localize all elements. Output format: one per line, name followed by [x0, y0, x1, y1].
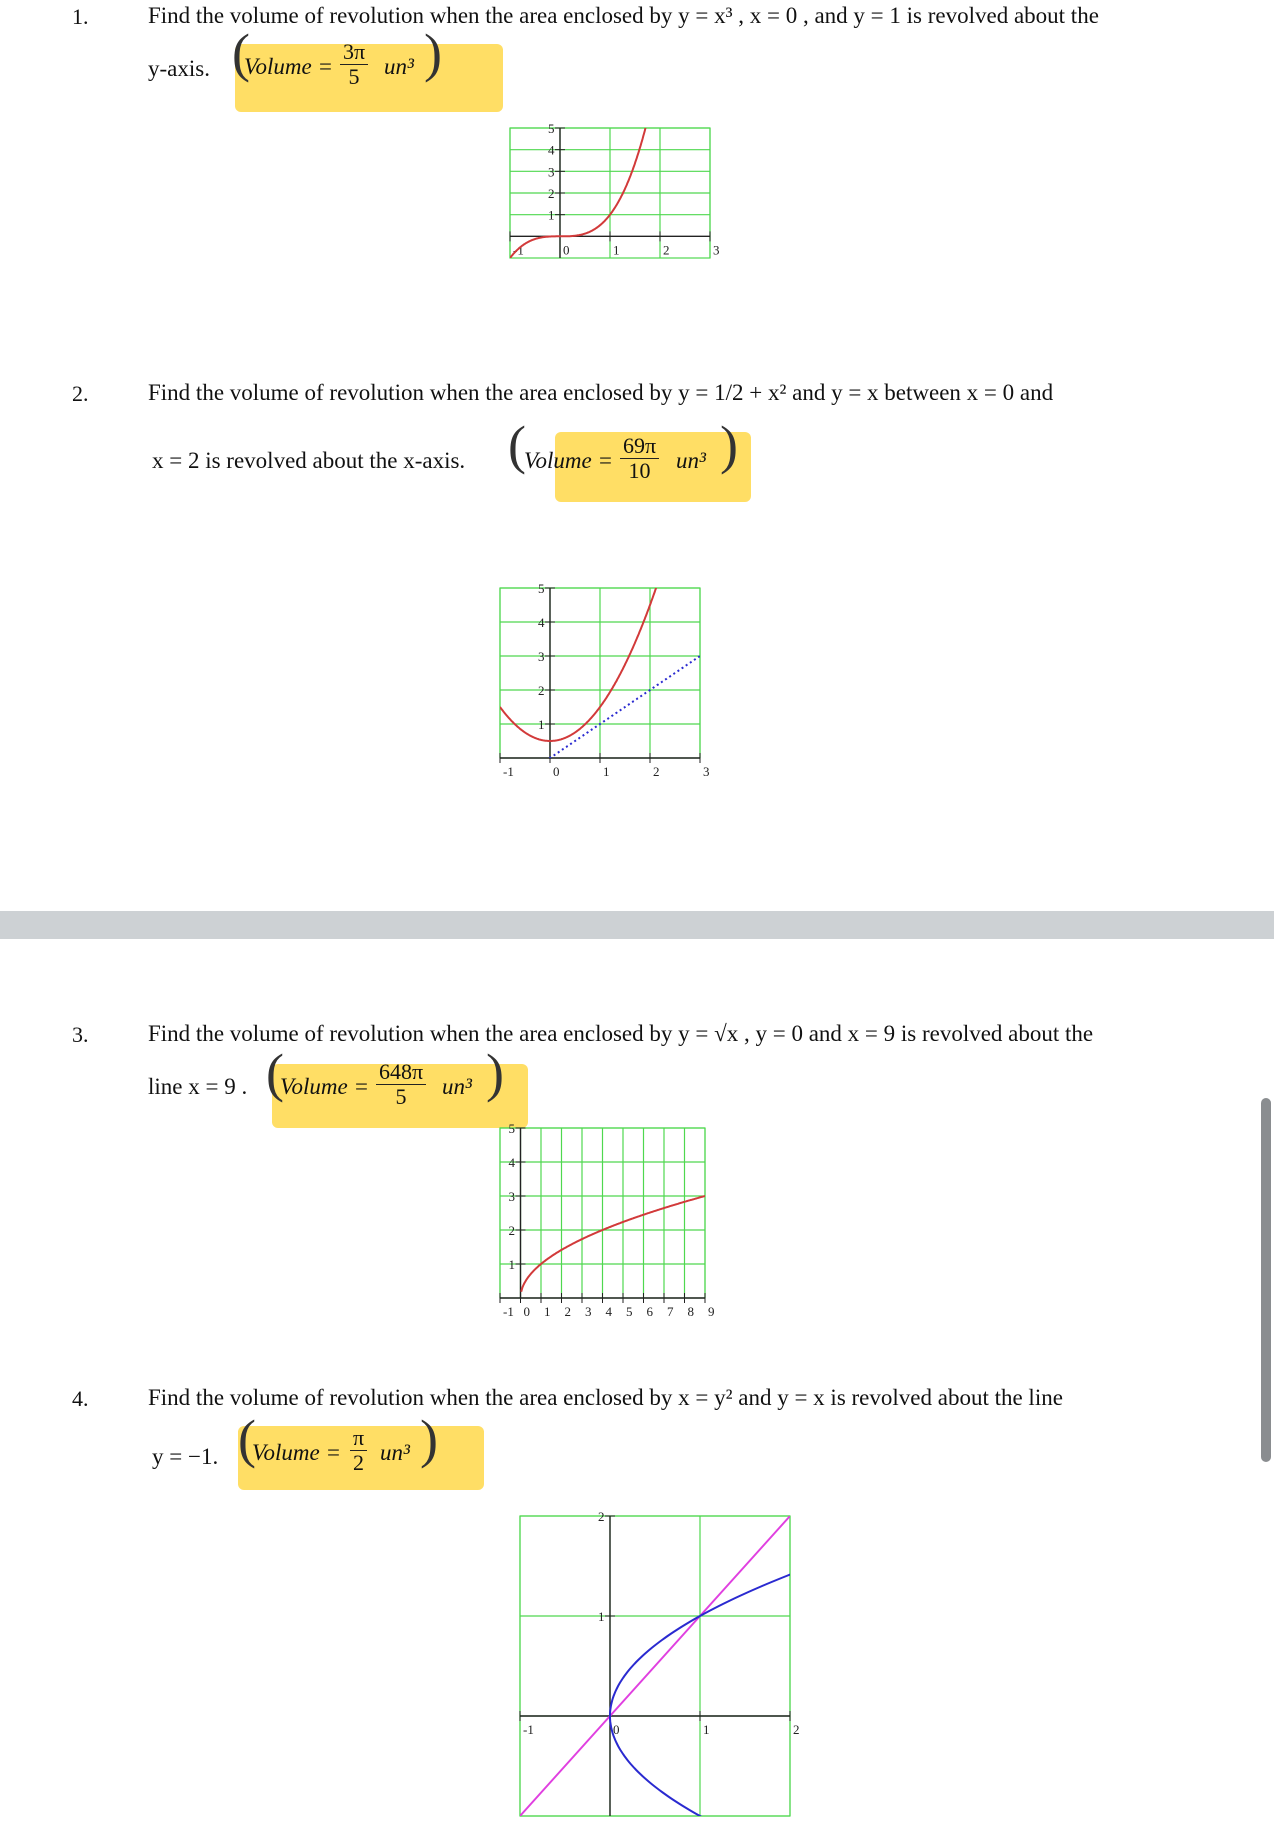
x-tick-label: 2 [653, 764, 660, 779]
y-tick-label: 5 [548, 121, 555, 136]
y-tick-label: 1 [548, 207, 555, 223]
series-line [610, 1568, 807, 1836]
y-tick-label: 4 [538, 615, 545, 630]
left-paren: ( [266, 1043, 284, 1103]
problem-1-text: Find the volume of revolution when the area enclosed by y = x³ , x = 0 , and y = 1 is revolved about the [148, 3, 1099, 28]
y-tick-label: 3 [548, 164, 555, 180]
problem-2-number: 2. [72, 381, 89, 406]
chart-1 [490, 118, 790, 338]
x-tick-label: 1 [613, 242, 620, 258]
y-tick-label: 2 [598, 1509, 605, 1524]
y-tick-label: 5 [538, 581, 545, 596]
answer-3 [266, 1043, 506, 1130]
x-tick-label: 1 [544, 1304, 551, 1319]
problem-2-text-2: x = 2 is revolved about the x-axis. [152, 448, 466, 473]
answer-1-unit: un³ [384, 54, 414, 79]
x-tick-label: 6 [646, 1304, 653, 1319]
x-tick-label: 9 [708, 1304, 715, 1319]
y-tick-label: 1 [538, 717, 545, 732]
series-line [521, 1196, 705, 1292]
answer-4-fraction [350, 1426, 367, 1475]
left-paren: ( [238, 1409, 256, 1469]
right-paren: ) [720, 415, 738, 475]
y-tick-label: 3 [508, 1189, 515, 1204]
answer-3-denominator: 5 [395, 1084, 407, 1109]
x-tick-label: 3 [585, 1304, 592, 1319]
answer-1-fraction [340, 40, 368, 89]
problem-1-number: 1. [72, 4, 89, 29]
x-tick-label: -1 [513, 242, 524, 258]
problem-3-text: Find the volume of revolution when the area enclosed by y = √x , y = 0 and x = 9 is revolved about the [148, 1021, 1094, 1046]
right-paren: ) [420, 1409, 438, 1469]
x-tick-label: 0 [523, 1304, 530, 1319]
answer-1-denominator: 5 [348, 64, 360, 89]
answer-4-unit: un³ [380, 1440, 410, 1465]
right-paren: ) [424, 23, 442, 83]
answer-2-numerator: 69π [620, 434, 659, 459]
answer-4 [238, 1409, 438, 1496]
x-tick-label: -1 [503, 1304, 514, 1319]
answer-1-label: Volume = [244, 54, 333, 79]
answer-3-fraction [376, 1060, 426, 1109]
x-tick-label: 2 [564, 1304, 571, 1319]
answer-4-numerator: π [350, 1426, 367, 1451]
x-tick-label: 4 [605, 1304, 612, 1319]
series-line [520, 1516, 790, 1816]
x-tick-label: 1 [603, 764, 610, 779]
answer-3-unit: un³ [442, 1074, 472, 1099]
problem-4-text-2: y = −1. [152, 1444, 219, 1469]
chart-2 [480, 578, 770, 818]
answer-4-denominator: 2 [353, 1450, 365, 1475]
answer-4-label: Volume = [252, 1440, 341, 1465]
left-paren: ( [508, 415, 526, 475]
answer-2-label: Volume = [524, 448, 613, 473]
answer-2 [508, 415, 758, 502]
answer-1 [232, 23, 442, 110]
problem-4-text: Find the volume of revolution when the area enclosed by x = y² and y = x is revolved about the line [148, 1385, 1063, 1410]
answer-3-numerator: 648π [376, 1060, 426, 1085]
page-separator [0, 911, 1274, 939]
x-tick-label: 8 [687, 1304, 694, 1319]
x-tick-label: 7 [667, 1304, 674, 1319]
y-tick-label: 2 [538, 683, 545, 698]
x-tick-label: 1 [703, 1722, 710, 1737]
y-tick-label: 2 [508, 1223, 515, 1238]
problem-3-text-2: line x = 9 . [148, 1074, 248, 1099]
y-tick-label: 2 [548, 186, 555, 201]
answer-3-label: Volume = [280, 1074, 369, 1099]
y-tick-label: 1 [598, 1609, 605, 1624]
left-paren: ( [232, 23, 250, 83]
answer-2-fraction [620, 434, 659, 483]
problem-2-text: Find the volume of revolution when the area enclosed by y = 1/2 + x² and y = x between x = 0 and [148, 380, 1054, 405]
x-tick-label: 0 [553, 764, 560, 779]
problem-4-number: 4. [72, 1386, 89, 1411]
x-tick-label: -1 [503, 764, 514, 779]
vertical-scrollbar[interactable] [1261, 1098, 1271, 1462]
y-tick-label: 4 [508, 1155, 515, 1170]
answer-1-numerator: 3π [340, 40, 368, 65]
chart-3 [490, 1118, 770, 1348]
x-tick-label: 0 [563, 242, 570, 258]
answer-2-denominator: 10 [628, 458, 651, 483]
x-tick-label: 3 [713, 242, 720, 258]
chart-4 [500, 1496, 800, 1836]
y-tick-label: 4 [548, 142, 555, 158]
problem-3-number: 3. [72, 1022, 89, 1047]
x-tick-label: 2 [793, 1722, 800, 1737]
answer-2-unit: un³ [676, 448, 706, 473]
y-tick-label: 3 [538, 649, 545, 664]
problem-1-text-2: y-axis. [148, 56, 210, 81]
x-tick-label: -1 [523, 1722, 534, 1737]
y-tick-label: 1 [508, 1257, 515, 1272]
x-tick-label: 0 [613, 1722, 620, 1737]
x-tick-label: 2 [663, 242, 670, 258]
x-tick-label: 3 [703, 764, 710, 779]
x-tick-label: 5 [626, 1304, 633, 1319]
y-tick-label: 5 [508, 1121, 515, 1136]
right-paren: ) [486, 1043, 504, 1103]
